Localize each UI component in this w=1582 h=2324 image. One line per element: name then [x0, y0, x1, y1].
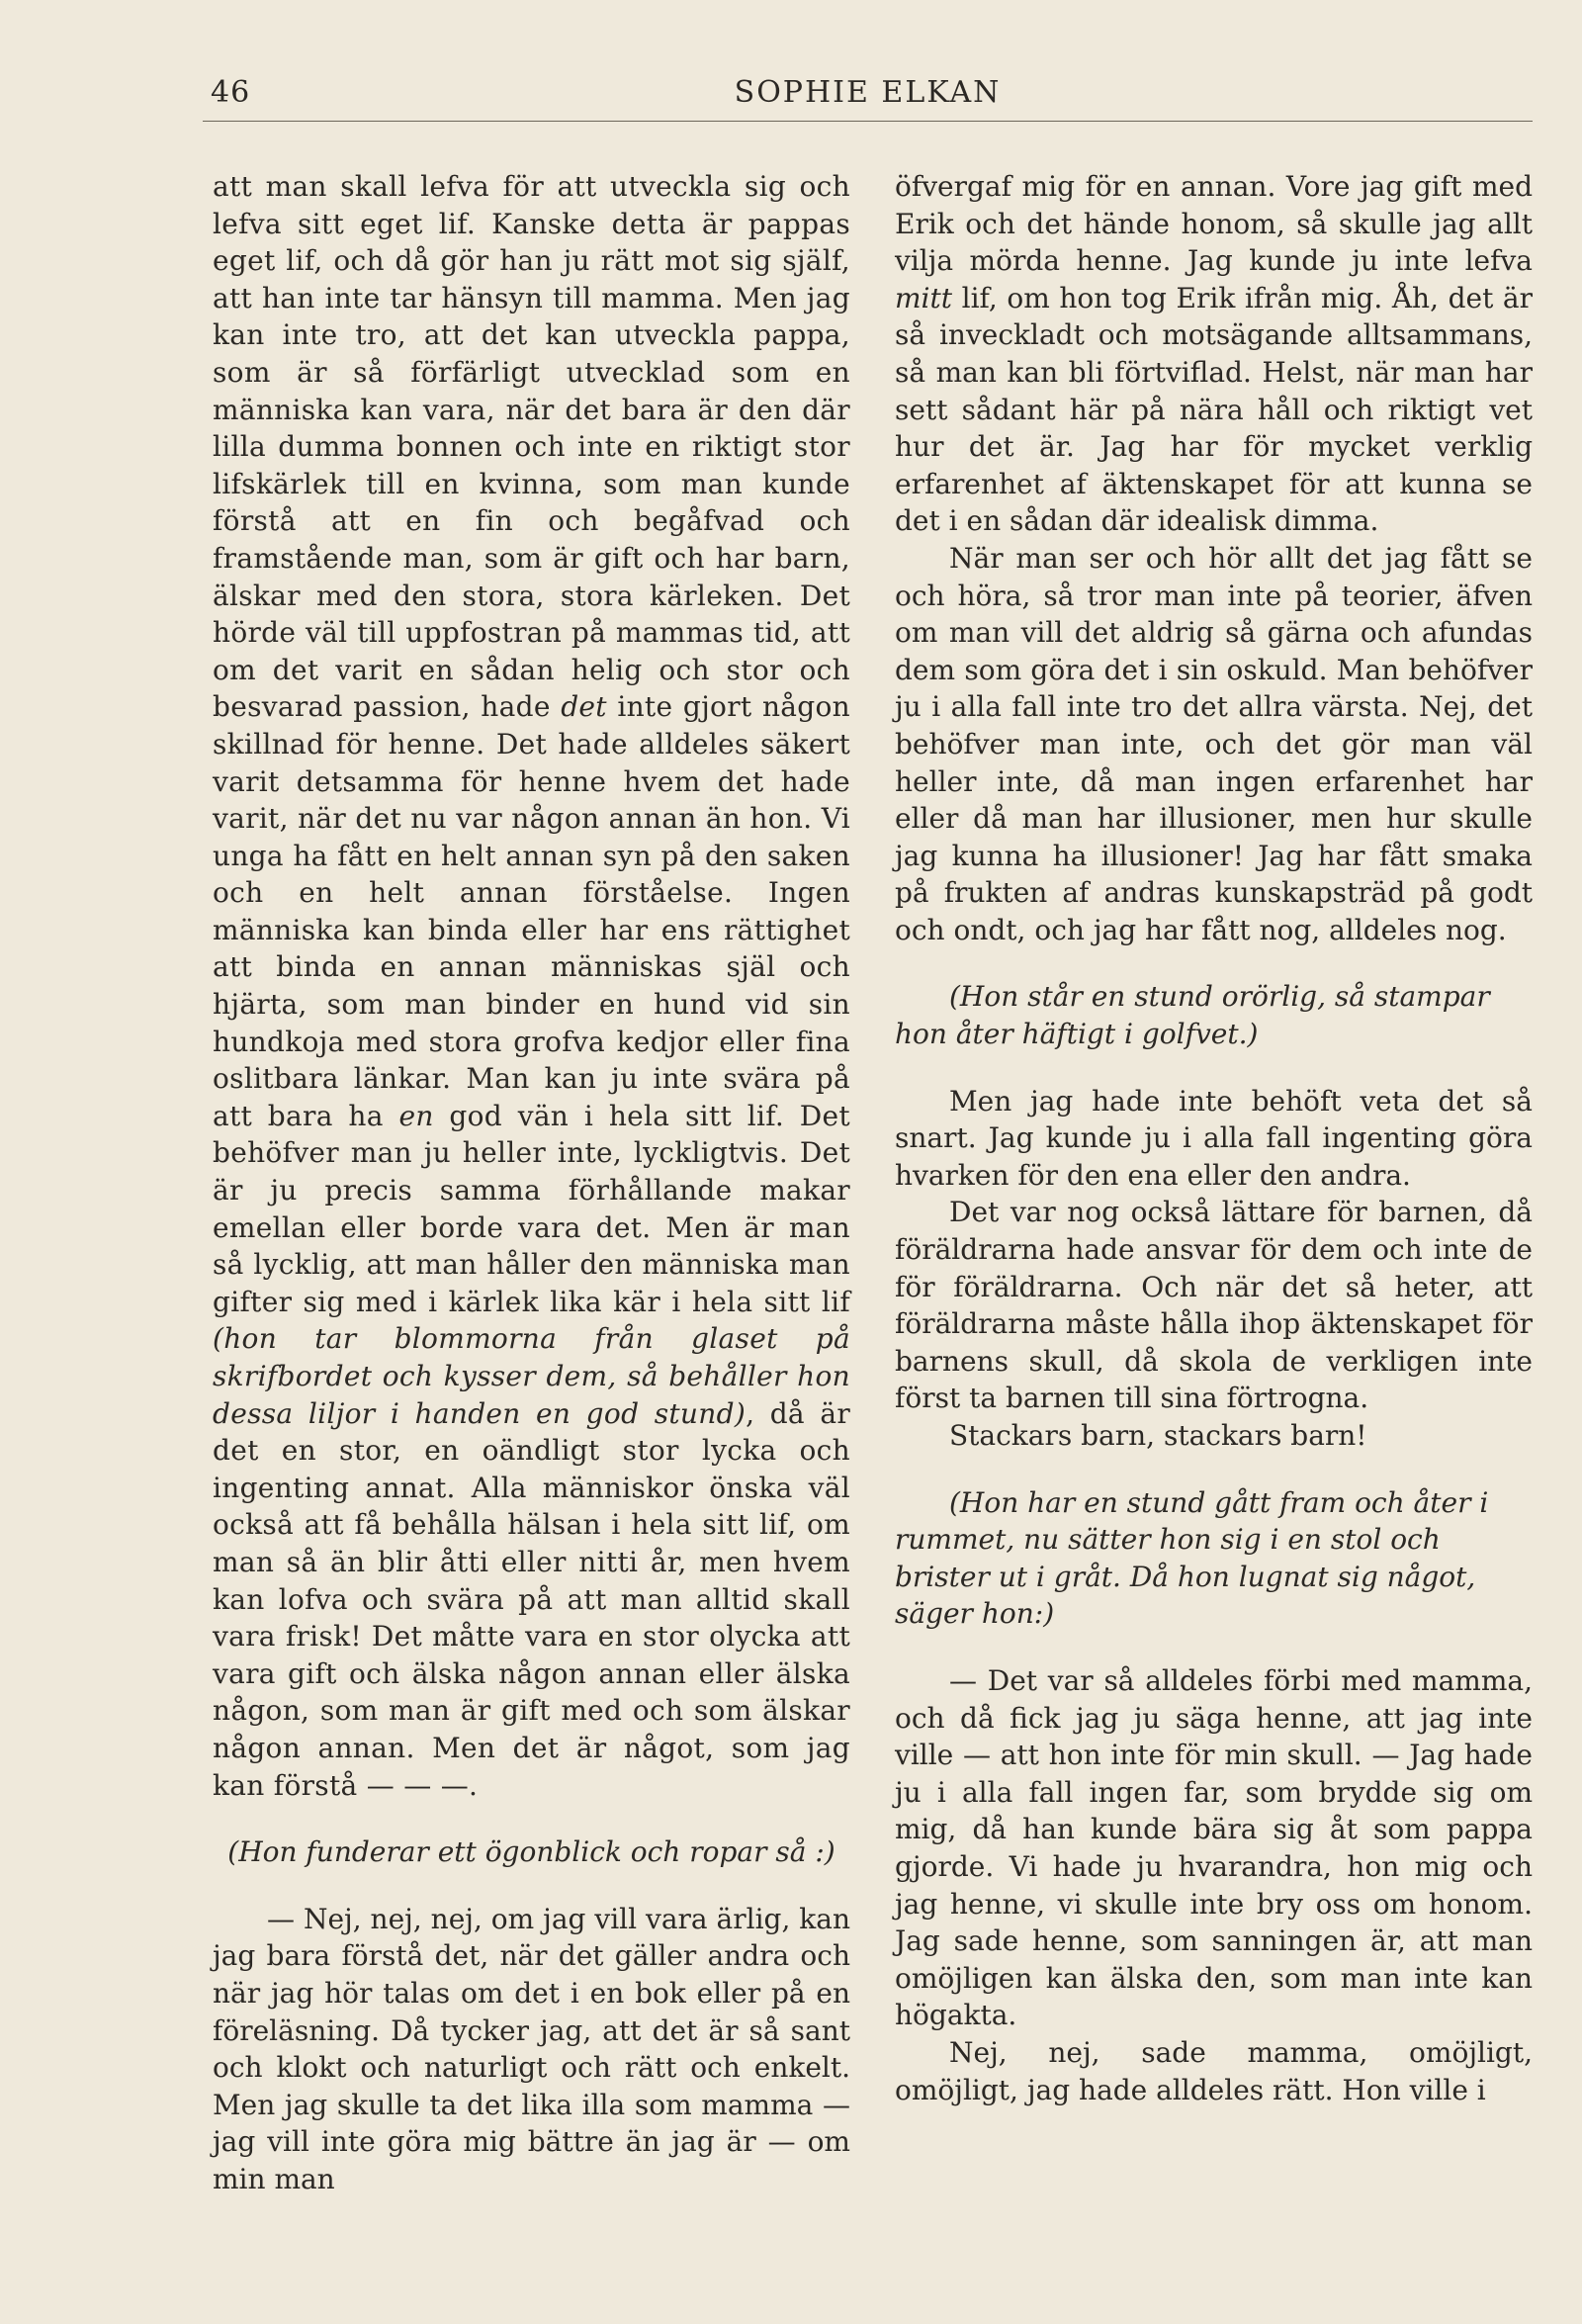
right-column: [895, 168, 1533, 2108]
page-header: [203, 71, 1533, 122]
paragraph: Det var nog också lättare för barnen, då föräldrarna hade ansvar för dem och inte de för föräldrarna. Och när det så heter, att föräldrarna måste hålla ihop äktenskapet för barnens skull, då skola de verkligen inte först ta barnen till sina förtrogna.: [895, 1196, 1533, 1415]
text-run: , då är det en stor, en oändligt stor lycka och ingenting annat. Alla människor önska väl också att få behålla hälsan i hela sitt lif, om man så än blir åtti eller nitti år, men hvem kan lofva och svära på att man alltid skall vara frisk! Det måtte vara en stor olycka att vara gift och älska någon annan eller älska någon, som man är gift med och som älskar någon annan. Men det är något, som jag kan förstå — — —.: [213, 1396, 851, 1802]
stage-direction: (Hon står en stund orörlig, så stampar hon åter häftigt i golfvet.): [895, 980, 1490, 1051]
text-run: lif, om hon tog Erik ifrån mig. Åh, det är så inveckladt och motsägande alltsammans, så man kan bli förtviflad. Helst, när man har sett sådant här på nära håll och riktigt vet hur det är. Jag har för mycket verklig erfarenhet af äktenskapet för att kunna se det i en sådan där idealisk dimma.: [895, 281, 1533, 538]
text-run: inte gjort någon skillnad för henne. Det hade alldeles säkert varit detsamma för henne hvem det hade varit, när det nu var någon annan än hon. Vi unga ha fått en helt annan syn på den saken och en helt annan förståelse. Ingen människa kan binda eller har ens rättighet att binda en annan människas själ och hjärta, som man binder en hund vid sin hundkoja med stora grofva kedjor eller fina oslitbara länkar. Man kan ju inte svära på att bara ha: [213, 690, 850, 1132]
paragraph: — Nej, nej, nej, om jag vill vara ärlig, kan jag bara förstå det, när det gäller andra och när jag hör talas om det i en bok eller på en föreläsning. Då tycker jag, att det är så sant och klokt och naturligt och rätt och enkelt. Men jag skulle ta det lika illa som mamma — jag vill inte göra mig bättre än jag är — om min man: [213, 1902, 850, 2195]
paragraph: När man ser och hör allt det jag fått se och höra, så tror man inte på teorier, äfven om man vill det aldrig så gärna och afundas dem som göra det i sin oskuld. Man behöfver ju i alla fall inte tro det allra värsta. Nej, det behöfver man inte, och det gör man väl heller inte, då man ingen erfarenhet har eller då man har illusioner, men hur skulle jag kunna ha illusioner! Jag har fått smaka på frukten af andras kunskapsträd på godt och ondt, och jag har fått nog, alldeles nog.: [895, 541, 1533, 946]
paragraph: Men jag hade inte behöft veta det så snart. Jag kunde ju i alla fall ingenting göra hvarken för den ena eller den andra.: [895, 1084, 1533, 1192]
text-run: att man skall lefva för att utveckla sig och lefva sitt eget lif. Kanske detta är pappas eget lif, och då gör han ju rätt mot sig själf, att han inte tar hänsyn till mamma. Men jag kan inte tro, att det kan utveckla pappa, som är så förfärligt utvecklad som en människa kan vara, när det bara är den där lilla dumma bonnen och inte en riktigt stor lifskärlek till en kvinna, som man kunde förstå att en fin och begåfvad och framstående man, som är gift och har barn, älskar med den stora, stora kärleken. Det hörde väl till uppfostran på mammas tid, att om det varit en sådan helig och stor och besvarad passion, hade: [213, 170, 850, 724]
running-title: SOPHIE ELKAN: [734, 75, 1002, 110]
stage-direction: (Hon har en stund gått fram och åter i rummet, nu sätter hon sig i en stol och brister ut i gråt. Då hon lugnat sig något, säger hon:): [895, 1485, 1489, 1631]
left-column: [213, 168, 850, 2197]
page-number: 46: [211, 75, 251, 110]
paragraph: Nej, nej, sade mamma, omöjligt, omöjligt, jag hade alldeles rätt. Hon ville i: [895, 2035, 1533, 2106]
paragraph: Stackars barn, stackars barn!: [949, 1419, 1367, 1452]
emphasis: det: [561, 690, 607, 724]
emphasis: en: [398, 1099, 434, 1132]
paragraph: [895, 168, 1533, 540]
paragraph: — Det var så alldeles förbi med mamma, och då fick jag ju säga henne, att jag inte ville — att hon inte för min skull. — Jag hade ju i alla fall ingen far, som brydde sig om mig, då han kunde bära sig åt som pappa gjorde. Vi hade ju hvarandra, hon mig och jag henne, vi skulle inte bry oss om honom. Jag sade henne, som sanningen är, att man omöjligen kan älska den, som man inte kan högakta.: [895, 1663, 1533, 2032]
stage-direction: (Hon funderar ett ögonblick och ropar så :): [227, 1835, 835, 1869]
text-run: öfvergaf mig för en annan. Vore jag gift med Erik och det hände honom, så skulle jag allt vilja mörda henne. Jag kunde ju inte lefva: [895, 170, 1533, 278]
emphasis: mitt: [895, 281, 953, 314]
paragraph: [213, 168, 850, 1804]
text-run: god vän i hela sitt lif. Det behöfver man ju heller inte, lyckligtvis. Det är ju precis samma förhållande makar emellan eller borde vara det. Men är man så lycklig, att man håller den människa man gifter sig med i kärlek lika kär i hela sitt lif: [213, 1099, 850, 1318]
stage-direction-inline: (hon tar blommorna från glaset på skrifbordet och kysser dem, så behåller hon dessa liljor i handen en god stund): [213, 1322, 850, 1430]
